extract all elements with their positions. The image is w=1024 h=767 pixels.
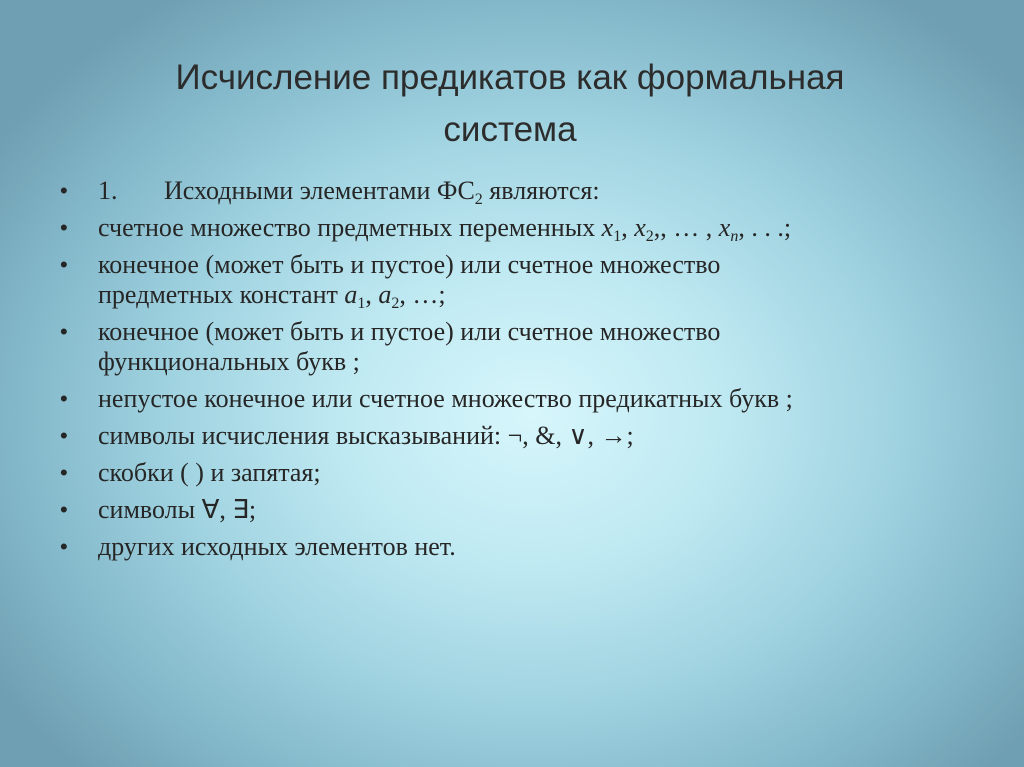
subscript: 2	[474, 191, 483, 208]
list-item	[60, 384, 970, 414]
separator: ,	[365, 280, 379, 309]
bullet-icon: •	[60, 215, 68, 240]
item-text: Исходными элементами ФС	[164, 176, 475, 205]
separator: ,	[621, 213, 635, 242]
item-text: счетное множество предметных переменных	[98, 213, 602, 242]
item-text: являются:	[482, 176, 600, 205]
list-item	[60, 421, 970, 451]
item-text: функциональных букв ;	[98, 347, 360, 376]
item-text: , …;	[399, 280, 446, 309]
separator: ,, … ,	[653, 213, 719, 242]
bullet-icon: •	[60, 386, 68, 411]
variable: x	[601, 213, 614, 242]
item-text: , . . .;	[738, 213, 792, 242]
bullet-icon: •	[60, 534, 68, 559]
list-item	[60, 213, 970, 243]
bullet-icon: •	[60, 252, 68, 277]
list-item	[60, 532, 970, 562]
slide-title-line-2: система	[443, 110, 577, 149]
bullet-icon: •	[60, 423, 68, 448]
list-item	[60, 458, 970, 488]
slide-title-line-1: Исчисление предикатов как формальная	[175, 58, 845, 97]
item-text: непустое конечное или счетное множество предикатных букв ;	[98, 384, 793, 413]
item-text: конечное (может быть и пустое) или счетное множество	[98, 250, 721, 279]
subscript: 1	[613, 228, 622, 245]
item-text: скобки ( ) и запятая;	[98, 458, 321, 487]
slide-title	[80, 52, 940, 156]
bullet-icon: •	[60, 178, 68, 203]
item-text: конечное (может быть и пустое) или счетное множество	[98, 317, 721, 346]
bullet-icon: •	[60, 497, 68, 522]
subscript: 2	[391, 295, 400, 312]
list-item	[60, 176, 970, 206]
item-text: предметных констант	[98, 280, 345, 309]
bullet-list	[60, 176, 970, 569]
subscript: 1	[357, 295, 366, 312]
list-item	[60, 317, 970, 377]
subscript: 2	[645, 228, 654, 245]
variable: x	[718, 213, 731, 242]
list-item	[60, 495, 970, 525]
variable: x	[634, 213, 646, 242]
bullet-icon: •	[60, 460, 68, 485]
item-text: других исходных элементов нет.	[98, 532, 456, 561]
item-text: символы исчисления высказываний: ¬, &, ∨, →;	[98, 421, 634, 450]
bullet-icon: •	[60, 319, 68, 344]
subscript: n	[730, 228, 739, 245]
item-number: 1.	[98, 176, 118, 205]
constant: a	[344, 280, 358, 309]
constant: a	[378, 280, 392, 309]
item-text: символы ∀, ∃;	[98, 495, 257, 524]
list-item	[60, 250, 970, 310]
